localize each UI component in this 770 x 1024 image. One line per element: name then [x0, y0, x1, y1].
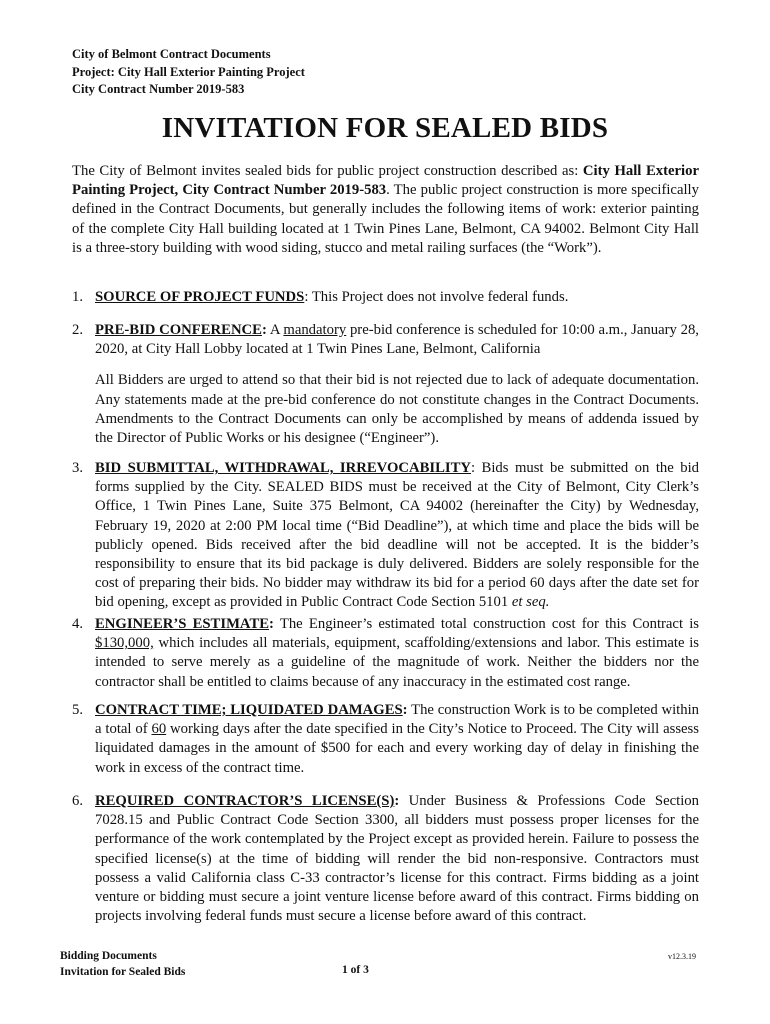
section-text-2: working days after the date specified in the City’s Notice to Proceed. The City will assess liquidated damages in the amount of $500 for each and every working day of delay in finishing the work in excess of the contract time. [95, 721, 699, 776]
header-line-1: City of Belmont Contract Documents [72, 47, 271, 61]
header-line-2: Project: City Hall Exterior Painting Project [72, 64, 305, 79]
section-heading: ENGINEER’S ESTIMATE [95, 616, 270, 632]
section-heading: BID SUBMITTAL, WITHDRAWAL, IRREVOCABILITY [95, 460, 472, 476]
section-text: Under Business & Professions Code Section 7028.15 and Public Contract Code Section 3300, all bidders must possess proper licenses for the performance of the work contemplated by the Project except as provided herein. Failure to possess the specified license(s) at the time of bidding will render the bid non-responsive. Contractors must possess a valid California class C-33 contractor’s license for this contract. Firms bidding as a joint venture or bidding must secure a joint venture license before award of this contract. Firms bidding on projects involving federal funds must secure a license before award of this contract. [95, 793, 699, 925]
version-label: v12.3.19 [668, 952, 696, 961]
section-number: 3. [72, 460, 84, 476]
section-heading: CONTRACT TIME; LIQUIDATED DAMAGES [95, 702, 403, 718]
section-contract-time [72, 701, 699, 778]
page-title: INVITATION FOR SEALED BIDS [161, 112, 609, 144]
intro-project-name: City Hall Exterior Painting Project, City Contract Number 2019-583 [72, 163, 699, 199]
section-colon: : [261, 322, 267, 338]
footer-left [60, 948, 185, 980]
section-colon: : [394, 793, 400, 809]
section-text: The construction Work is to be completed within a total of [95, 702, 699, 738]
section-heading: PRE-BID CONFERENCE [95, 322, 262, 338]
mandatory-text: mandatory [283, 322, 347, 338]
section-number: 1. [72, 289, 84, 305]
section-text: : This Project does not involve federal funds. [304, 289, 569, 305]
section-pre-bid-conference [72, 321, 699, 448]
header-line-3: City Contract Number 2019-583 [72, 82, 245, 96]
section-engineers-estimate [72, 615, 699, 692]
intro-text: The City of Belmont invites sealed bids for public project construction described as: [72, 163, 583, 179]
section-heading: REQUIRED CONTRACTOR’S LICENSE(S) [95, 793, 395, 809]
section-paragraph-2: All Bidders are urged to attend so that their bid is not rejected due to lack of adequate documentation. Any statements made at the pre-bid conference do not constitute changes in the Contract Documents. Amendments to the Contract Documents can only be accomplished by means of addenda issued by the Director of Public Works or his designee (“Engineer”). [95, 372, 699, 447]
section-italic: et seq. [511, 594, 550, 611]
section-contractor-license [72, 792, 699, 926]
section-text: : Bids must be submitted on the bid forms supplied by the City. SEALED BIDS must be received at the City of Belmont, City Clerk’s Office, 1 Twin Pines Lane, Suite 375 Belmont, CA 94002 (hereinafter the City) by Wednesday, February 19, 2020 at 2:00 PM local time (“Bid Deadline”), at which time and place the bids will be publicly opened. Bids received after the bid deadline will not be accepted. It is the bidder’s responsibility to ensure that its bid package is duly delivered. Bidders are solely responsible for the cost of preparing their bids. No bidder may withdraw its bid for a period 60 days after the date set for bid opening, except as provided in Public Contract Code Section 5101 [95, 460, 699, 611]
section-number: 6. [72, 793, 84, 809]
section-source-of-funds [72, 288, 699, 307]
section-number: 4. [72, 616, 84, 632]
section-bid-submittal [72, 459, 699, 613]
section-number: 2. [72, 322, 84, 338]
page-number: 1 of 3 [342, 964, 369, 976]
section-text: The Engineer’s estimated total construction cost for this Contract is [273, 616, 700, 632]
footer-doc-type: Bidding Documents [60, 950, 157, 962]
section-number: 5. [72, 702, 84, 718]
section-heading: SOURCE OF PROJECT FUNDS [95, 289, 305, 305]
section-text-2: pre-bid conference is scheduled for 10:00 a.m., January 28, 2020, at City Hall Lobby located at 1 Twin Pines Lane, Belmont, California [95, 322, 699, 358]
intro-text-2: . The public project construction is more specifically defined in the Contract Documents, but generally includes the following items of work: exterior painting of the complete City Hall building located at 1 Twin Pines Lane, Belmont, CA 94002. Belmont City Hall is a three-story building with wood siding, stucco and metal railing surfaces (the “Work”). [72, 182, 699, 256]
estimate-amount: $130,000, [95, 635, 154, 652]
section-text: A [266, 322, 284, 338]
document-header [72, 46, 305, 99]
section-text-2: which includes all materials, equipment, scaffolding/extensions and labor. This estimate is intended to serve merely as a guideline of the magnitude of work. Neither the bidders nor the contractor shall be entitled to claims because of any inaccuracy in the estimated cost range. [95, 635, 699, 690]
section-colon: : [269, 616, 274, 632]
working-days: 60 [151, 721, 167, 738]
footer-doc-name: Invitation for Sealed Bids [60, 966, 186, 978]
section-colon: : [402, 702, 408, 718]
intro-paragraph [72, 162, 699, 258]
